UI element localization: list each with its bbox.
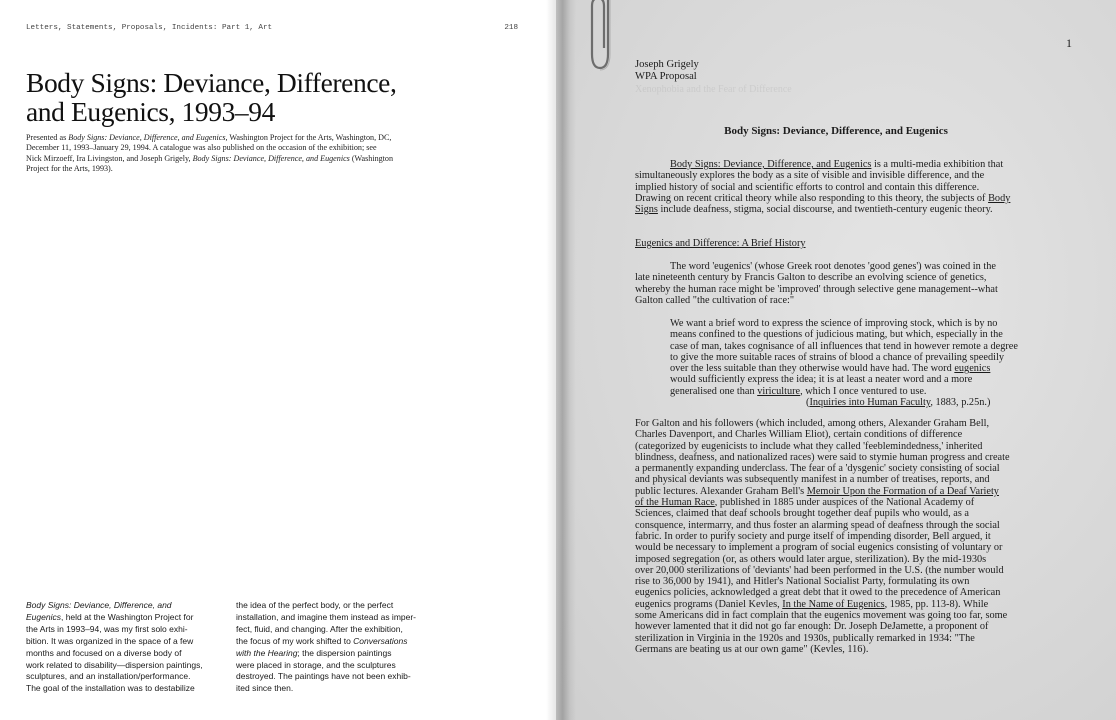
doc-line: would be necessary to implement a program of social eugenics consisting of voluntary or [635,542,1003,554]
doc-line: case of man, takes cognisance of all influences that tend in however remote a degree [670,340,1018,352]
underlined-text: Inquiries into Human Faculty [809,397,931,409]
underlined-text: Body Signs: Deviance, Difference, and Eugenics [670,159,872,170]
running-head-title: Letters, Statements, Proposals, Incidents: Part 1, Art [26,24,273,32]
doc-line: sterilization in Virginia in the 1920s and 1930s, publically remarked in 1934: "The [635,632,975,644]
col-line: sculptures, and an installation/performance. [26,671,191,682]
doc-text: , published in 1885 under auspices of the National Academy of [714,497,975,509]
doc-subtitle: WPA Proposal [635,70,697,82]
doc-line: rise to 36,000 by 1941), and Hitler's National Socialist Party, formulating its own [635,576,970,588]
note-italic: Body Signs: Deviance, Difference, and Eugenics [68,133,226,142]
doc-line: imposed segregation (or, as others would later argue, sterilization). By the mid-1930s [635,553,987,565]
doc-text: Drawing on recent critical theory while also responding to this theory, the subjects of [635,192,989,204]
page-title [26,68,446,126]
col-line: installation, and imagine them instead as imper- [236,611,417,622]
underlined-text: Signs [635,204,658,216]
doc-text: include deafness, stigma, social discourse, and twentieth-century eugenic theory. [657,204,993,216]
col-line: the Arts in 1993–94, was my first solo exhi- [26,623,188,634]
doc-text: ( [806,397,810,409]
body-column-1 [26,600,226,695]
page-title-line-1: Body Signs: Deviance, Difference, [26,67,397,98]
doc-line [635,497,1047,508]
doc-line: We want a brief word to express the science of improving stock, which is by no [670,318,998,329]
scanned-document-page [556,0,1116,720]
col-italic: Conversations [353,635,408,646]
doc-text: is a multi-media exhibition that [871,159,1004,170]
doc-header [635,59,699,82]
note-text: , Washington Project for the Arts, Washington, DC, [225,133,392,142]
col-line: fect, fluid, and changing. After the exhibition, [236,623,403,634]
quote-citation [670,397,1050,408]
col-text: the focus of my work shifted to [236,635,354,646]
doc-line [670,386,1050,397]
page-number-scan: 1 [1066,36,1072,50]
col-line: The goal of the installation was to destabilize [26,683,195,694]
note-text: (Washington [349,153,394,163]
doc-line [635,599,1047,610]
underlined-text: Memoir Upon the Formation of a Deaf Variety [806,485,999,497]
doc-text: generalised one than [670,385,758,397]
col-line [236,648,436,660]
col-text: , held at the Washington Project for [60,611,194,622]
page-title-line-2: and Eugenics, 1993–94 [26,96,275,127]
col-italic: Eugenics [26,611,61,622]
doc-text: eugenics programs (Daniel Kevles, [635,598,783,610]
underlined-text: eugenics [954,363,991,375]
doc-text: , 1883, p.25n.) [930,397,991,409]
doc-line: (categorized by eugenicists to include what they called 'feeblemindedness,' inherited [635,440,983,452]
history-paragraph [635,418,1047,655]
col-italic: with the Hearing [236,647,298,658]
galton-quote [670,318,1050,408]
doc-line: Germans are beating us at our own game" (Kevles, 116). [635,643,869,655]
doc-text: , which I once ventured to use. [800,385,927,397]
doc-line: consquence, intermarry, and thus foster an alarming spead of deafness through the social [635,519,1000,531]
doc-line [635,204,1047,215]
doc-line: For Galton and his followers (which included, among others, Alexander Graham Bell, [635,418,990,429]
doc-line [635,193,1047,204]
doc-title: Body Signs: Deviance, Difference, and Eugenics [724,125,948,137]
doc-line: simultaneously explores the body as a site of visible and invisible difference, and the [635,170,985,182]
doc-line: however lamented that it did not go far enough: Dr. Joseph DeJamette, a proponent of [635,621,989,633]
doc-line [670,363,1050,374]
doc-line: blindness, deafness, and nationalized races) were said to stymie human progress and create [635,451,1010,463]
col-line: Body Signs: Deviance, Difference, and [26,600,172,610]
doc-line: would sufficiently express the idea; it is at least a neater word and a more [670,374,973,386]
author-name: Joseph Grigely [635,59,699,70]
page-number-left: 218 [504,24,518,32]
running-head [26,24,518,32]
doc-line: to give the more suitable races of strains of blood a chance of prevailing speedily [670,351,1004,363]
body-column-2 [236,600,436,695]
col-line: bition. It was organized in the space of a few [26,635,194,646]
doc-text: over the less suitable than they otherwise would have had. The word [670,363,955,375]
doc-line [635,486,1047,497]
note-italic: Body Signs: Deviance, Difference, and Eugenics [192,153,350,163]
book-gutter-shadow [546,0,576,720]
col-line: the idea of the perfect body, or the perfect [236,600,394,610]
note-line: Project for the Arts, 1993). [26,163,113,173]
note-text: Nick Mirzoeff, Ira Livingston, and Joseph Grigely, [26,153,193,163]
col-text: ; the dispersion paintings [297,647,392,658]
col-line: destroyed. The paintings have not been exhib- [236,671,411,682]
underlined-text: viriculture [757,385,801,397]
intro-paragraph [635,159,1047,215]
doc-line: eugenics policies, acknowledged a great debt that it owed to the precedence of American [635,587,1001,599]
col-line: months and focused on a diverse body of [26,647,182,658]
doc-line: over 20,000 sterilizations of 'deviants' had been performed in the U.S. (the number would [635,564,1004,576]
col-line: ited since then. [236,683,294,694]
doc-line: implied history of social and scientific efforts to control and contain this difference. [635,181,980,193]
doc-line: a permanently expanding underclass. The fear of a 'dysgenic' society consisting of social [635,463,1000,475]
col-line: work related to disability—dispersion paintings, [26,659,203,670]
doc-line: means confined to the questions of judicious mating, but which, especially in the [670,329,1003,341]
doc-line: some Americans did in fact complain that the eugenics movement was going too far, some [635,610,1008,622]
underlined-text: In the Name of Eugenics [782,598,885,610]
note-line: December 11, 1993–January 29, 1994. A catalogue was also published on the occasion of the exhibition; see [26,143,377,153]
section-heading-text: Eugenics and Difference: A Brief History [635,238,806,249]
doc-line [635,159,1047,170]
col-line: were placed in storage, and the sculptures [236,659,396,670]
col-line [236,636,436,648]
col-line [26,612,226,624]
doc-line: The word 'eugenics' (whose Greek root denotes 'good genes') was coined in the [670,261,996,272]
doc-text: , 1985, pp. 113-8). While [884,598,989,610]
doc-line: late nineteenth century by Francis Galton to describe an evolving science of genetics, [635,272,987,284]
galton-paragraph [635,261,1047,306]
note-text: Presented as [26,133,69,142]
note-line [26,154,424,164]
doc-line: Galton called "the cultivation of race:" [635,294,795,306]
doc-text: public lectures. Alexander Graham Bell's [635,485,807,497]
underlined-text: of the Human Race [635,497,715,509]
doc-line: whereby the human race might be 'improved' through selective gene management--what [635,283,998,295]
doc-line: and physical deviants was subsequently manifest in a number of treatises, reports, and [635,474,990,486]
note-line [26,133,424,143]
doc-line: Charles Davenport, and Charles William Eliot), certain conditions of difference [635,429,963,441]
presented-note [26,133,424,174]
underlined-text: Body [988,192,1011,204]
bleed-through-text: Xenophobia and the Fear of Difference [635,84,792,95]
section-heading [635,238,1047,249]
paperclip-icon [586,0,626,76]
left-book-page [0,0,556,720]
doc-line: fabric. In order to purify society and purge itself of impending disorder, Bell argued, it [635,530,991,542]
doc-line: Sciences, claimed that deaf schools brought together deaf pupils who would, as a [635,508,969,520]
